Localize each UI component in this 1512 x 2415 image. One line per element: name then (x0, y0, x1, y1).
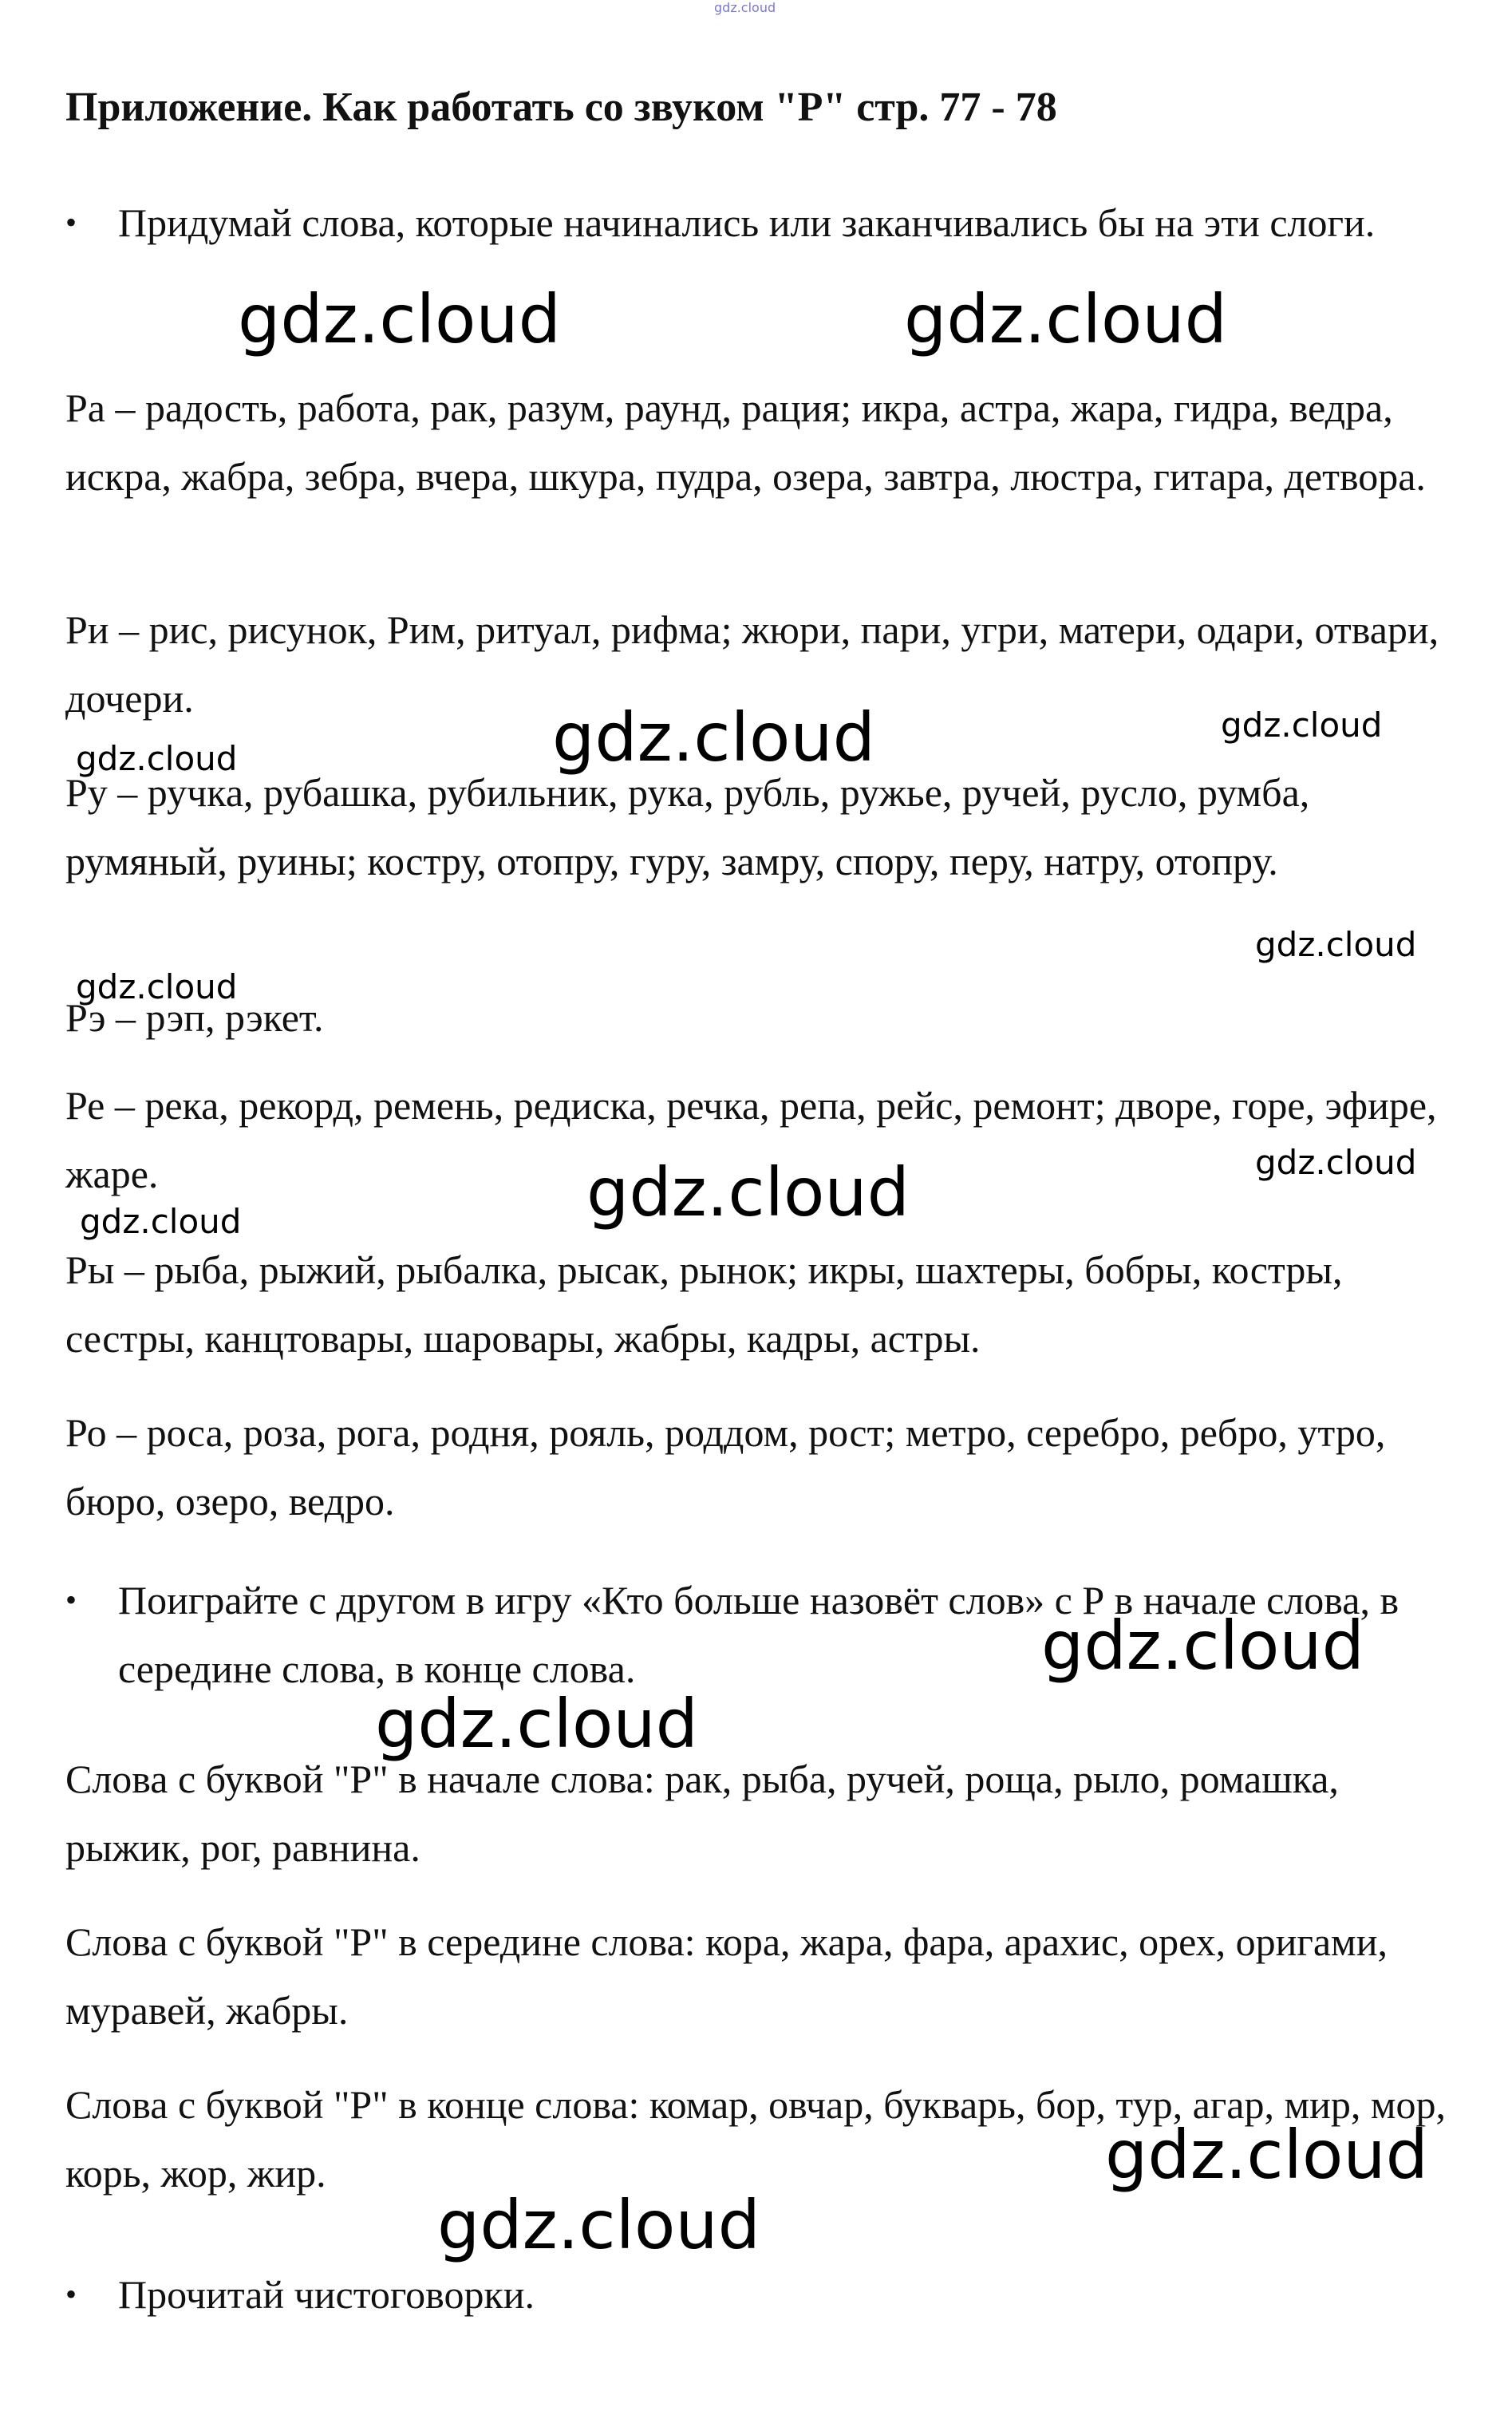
watermark: gdz.cloud (76, 739, 238, 778)
bullet-marker: • (65, 2276, 77, 2312)
words-end: Слова с буквой "Р" в конце слова: комар, овчар, букварь, бор, тур, агар, мир, мор, корь, жор, жир. (65, 2082, 1447, 2196)
watermark: gdz.cloud (76, 967, 238, 1006)
watermark-top: gdz.cloud (714, 0, 776, 15)
watermark: gdz.cloud (1105, 2116, 1428, 2194)
task-2-text: Поиграйте с другом в игру «Кто больше назовёт слов» с Р в начале слова, в середине слова, в конце слова. (118, 1578, 1399, 1691)
task-3-text: Прочитай чистоговорки. (118, 2272, 535, 2317)
syllable-ro: Ро – роса, роза, рога, родня, рояль, роддом, рост; метро, серебро, ребро, утро, бюро, озеро, ведро. (65, 1410, 1386, 1524)
watermark: gdz.cloud (552, 698, 875, 777)
syllable-ra: Ра – радость, работа, рак, разум, раунд, рация; икра, астра, жара, гидра, ведра, искра, жабра, зебра, вчера, шкура, пудра, озера, завтра, люстра, гитара, детвора. (65, 385, 1426, 499)
bullet-marker: • (65, 204, 77, 240)
task-1-text: Придумай слова, которые начинались или заканчивались бы на эти слоги. (118, 200, 1376, 245)
watermark: gdz.cloud (80, 1202, 242, 1241)
words-start: Слова с буквой "Р" в начале слова: рак, рыба, ручей, роща, рыло, ромашка, рыжик, рог, равнина. (65, 1757, 1339, 1870)
syllable-ry: Ры – рыба, рыжий, рыбалка, рысак, рынок; икры, шахтеры, бобры, костры, сестры, канцтовары, шаровары, жабры, кадры, астры. (65, 1247, 1343, 1361)
syllable-ru: Ру – ручка, рубашка, рубильник, рука, рубль, ружье, ручей, русло, румба, румяный, руины; костру, отопру, гуру, замру, спору, перу, натру, отопру. (65, 770, 1310, 883)
watermark: gdz.cloud (437, 2186, 760, 2264)
words-middle: Слова с буквой "Р" в середине слова: кора, жара, фара, арахис, орех, оригами, муравей, жабры. (65, 1919, 1388, 2033)
watermark: gdz.cloud (1255, 1143, 1417, 1182)
watermark: gdz.cloud (1255, 925, 1417, 964)
watermark: gdz.cloud (904, 280, 1227, 358)
watermark: gdz.cloud (1221, 706, 1383, 745)
task-3 (65, 2260, 1446, 2329)
syllable-ri: Ри – рис, рисунок, Рим, ритуал, рифма; жюри, пари, угри, матери, одари, отвари, дочери. (65, 607, 1439, 721)
task-1 (65, 188, 1446, 257)
watermark: gdz.cloud (375, 1685, 698, 1763)
watermark: gdz.cloud (586, 1153, 910, 1231)
watermark: gdz.cloud (238, 280, 561, 358)
page-title: Приложение. Как работать со звуком "Р" стр. 77 - 78 (65, 85, 1057, 130)
bullet-marker: • (65, 1582, 77, 1618)
syllable-re-e: Рэ – рэп, рэкет. (65, 995, 324, 1040)
syllable-re: Ре – река, рекорд, ремень, редиска, речка, репа, рейс, ремонт; дворе, горе, эфире, жаре. (65, 1083, 1437, 1196)
watermark: gdz.cloud (1041, 1607, 1364, 1685)
